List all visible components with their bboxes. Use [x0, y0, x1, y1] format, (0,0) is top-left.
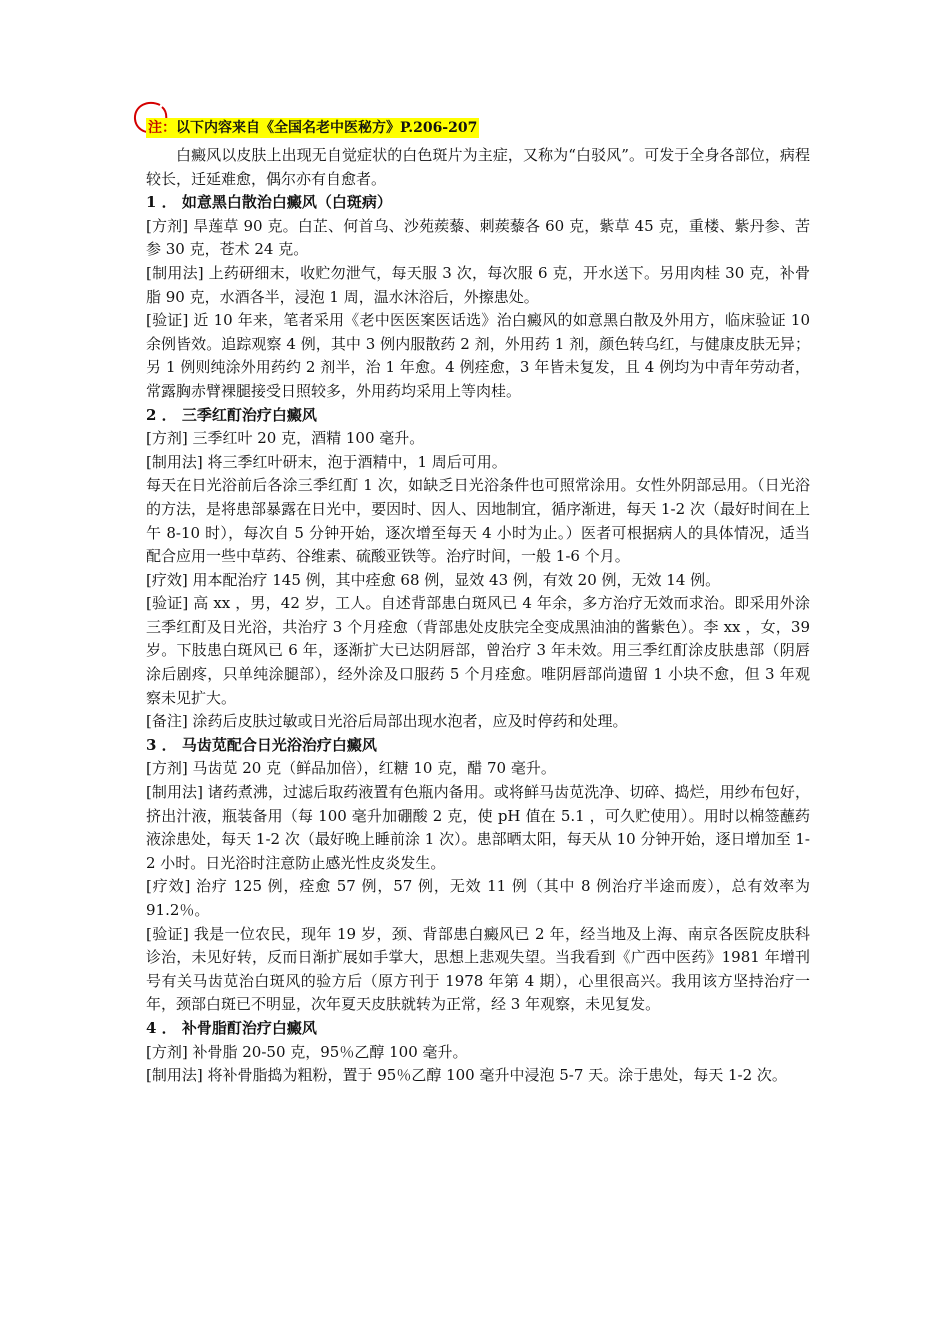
- section-paragraph: [验证] 我是一位农民，现年 19 岁，颈、背部患白癜风已 2 年，经当地及上海、南京各医院皮肤科诊治，未见好转，反而日渐扩展如手掌大，思想上悲观失望。当我看到《广西中医药》1981 年增刊号有关马齿苋治白斑风的验方后（原方刊于 1978 年第 4 期），心里很高兴。我用该方坚持治疗一年，颈部白斑已不明显，次年夏天皮肤就转为正常，经 3 年观察，未见复发。: [146, 924, 810, 1014]
- source-note-highlight: [146, 118, 479, 138]
- note-prefix: 注：: [148, 120, 176, 136]
- section-paragraph: [方剂] 旱莲草 90 克。白芷、何首乌、沙苑蒺藜、刺蒺藜各 60 克，紫草 45 克，重楼、紫丹参、苦参 30 克，苍术 24 克。: [146, 216, 810, 259]
- source-note: [146, 118, 810, 144]
- section-title: 2 ． 三季红酊治疗白癜风: [146, 405, 317, 424]
- section-paragraph: [备注] 涂药后皮肤过敏或日光浴后局部出现水泡者，应及时停药和处理。: [146, 712, 628, 731]
- note-text: 以下内容来自《全国名老中医秘方》P.206-207: [176, 120, 478, 136]
- section-paragraph: [制用法] 将补骨脂捣为粗粉，置于 95％乙醇 100 毫升中浸泡 5-7 天。涂于患处，每天 1-2 次。: [146, 1066, 787, 1085]
- section-paragraph: [疗效] 治疗 125 例，痊愈 57 例，57 例，无效 11 例（其中 8 例治疗半途而废），总有效率为 91.2％。: [146, 877, 810, 919]
- section-title: 3 ． 马齿苋配合日光浴治疗白癜风: [146, 735, 377, 754]
- sections: [146, 191, 810, 1088]
- section-paragraph: [疗效] 用本配治疗 145 例，其中痊愈 68 例，显效 43 例，有效 20 例，无效 14 例。: [146, 570, 721, 589]
- section-paragraph: [制用法] 诸药煮沸，过滤后取药液置有色瓶内备用。或将鲜马齿苋洗净、切碎、捣烂，用纱布包好，挤出汁液，瓶装备用（每 100 毫升加硼酸 2 克，使 pH 值在 5.1 ，可久贮使用）。用时以棉签蘸药液涂患处，每天 1-2 次（最好晚上睡前涂 1 次）。患部晒太阳，每天从 10 分钟开始，逐日增加至 1-2 小时。日光浴时注意防止感光性皮炎发生。: [146, 783, 810, 872]
- section-paragraph: [制用法] 上药研细末，收贮勿泄气，每天服 3 次，每次服 6 克，开水送下。另用肉桂 30 克，补骨脂 90 克，水酒各半，浸泡 1 周，温水沐浴后，外擦患处。: [146, 263, 810, 306]
- section-title: 4 ． 补骨脂酊治疗白癜风: [146, 1018, 317, 1037]
- section-paragraph: 每天在日光浴前后各涂三季红酊 1 次，如缺乏日光浴条件也可照常涂用。女性外阴部忌用。（日光浴的方法，是将患部暴露在日光中，要因时、因人、因地制宜，循序渐进，每天 1-2 次（最好时间在上午 8-10 时），每次自 5 分钟开始，逐次增至每天 4 小时为止。）医者可根据病人的具体情况，适当配合应用一些中草药、谷维素、硫酸亚铁等。治疗时间，一般 1-6 个月。: [146, 476, 810, 566]
- section-paragraph: [方剂] 马齿苋 20 克（鲜品加倍），红糖 10 克，醋 70 毫升。: [146, 759, 556, 778]
- section-paragraph: [制用法] 将三季红叶研末，泡于酒精中，1 周后可用。: [146, 452, 507, 471]
- section-paragraph: [方剂] 补骨脂 20-50 克，95％乙醇 100 毫升。: [146, 1042, 468, 1061]
- intro-paragraph: 白癜风以皮肤上出现无自觉症状的白色斑片为主症，又称为“白驳风”。可发于全身各部位，病程较长，迁延难愈，偶尔亦有自愈者。: [146, 146, 810, 188]
- section-paragraph: [方剂] 三季红叶 20 克，酒精 100 毫升。: [146, 429, 425, 448]
- document-page: [146, 118, 810, 1088]
- section-title: 1 ． 如意黑白散治白癜风（白斑病）: [146, 193, 392, 212]
- section-paragraph: [验证] 高 xx ，男，42 岁，工人。自述背部患白斑风已 4 年余，多方治疗无效而求治。即采用外涂三季红酊及日光浴，共治疗 3 个月痊愈（背部患处皮肤完全变成黑油油的酱紫色）。李 xx ，女，39 岁。下肢患白斑风已 6 年，逐渐扩大已达阴唇部，曾治疗 3 年未效。用三季红酊涂皮肤患部（阴唇涂后剧疼，只单纯涂腿部），经外涂及口服药 5 个月痊愈。唯阴唇部尚遗留 1 小块不愈，但 3 年观察未见扩大。: [146, 594, 810, 707]
- section-paragraph: [验证] 近 10 年来，笔者采用《老中医医案医话选》治白癜风的如意黑白散及外用方，临床验证 10 余例皆效。追踪观察 4 例，其中 3 例内服散药 2 剂，外用药 1 剂，颜色转乌红，与健康皮肤无异；另 1 例则纯涂外用药约 2 剂半，治 1 年愈。4 例痊愈，3 年皆未复发，且 4 例均为中青年劳动者，常露胸赤臂裸腿接受日照较多，外用药均采用上等肉桂。: [146, 311, 810, 400]
